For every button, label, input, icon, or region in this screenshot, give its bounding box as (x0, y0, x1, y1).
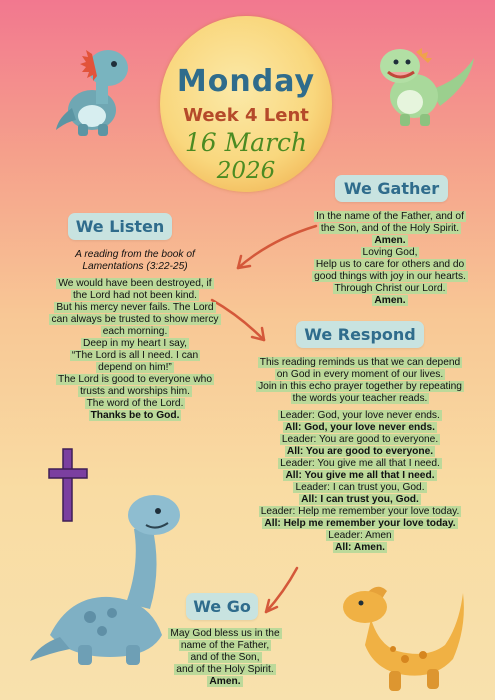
gather-line: the Son, and of the Holy Spirit. (320, 223, 460, 234)
gather-line: Amen. (374, 235, 406, 246)
go-heading: We Go (186, 593, 258, 620)
listen-line: the Lord had not been kind. (72, 290, 198, 301)
date-line-2: 2026 (216, 158, 276, 184)
go-text (150, 628, 300, 688)
respond-line: All: You give me all that I need. (285, 470, 435, 481)
respond-line: Leader: Help me remember your love today. (260, 506, 460, 517)
listen-line: The Lord is good to everyone who (57, 374, 213, 385)
listen-text (30, 249, 240, 422)
gather-text (290, 211, 490, 307)
respond-intro: on God in every moment of our lives. (276, 369, 444, 380)
listen-line: Deep in my heart I say, (83, 338, 187, 349)
listen-line: each morning. (102, 326, 168, 337)
listen-line: “The Lord is all I need. I can (71, 350, 199, 361)
reading-intro: Lamentations (3:22-25) (82, 261, 188, 272)
gather-heading: We Gather (335, 175, 448, 202)
respond-heading: We Respond (296, 321, 424, 348)
listen-heading: We Listen (68, 213, 172, 240)
respond-line: All: Help me remember your love today. (264, 518, 456, 529)
listen-line: But his mercy never fails. The Lord (56, 302, 214, 313)
listen-line: trusts and worships him. (80, 386, 190, 397)
gather-line: In the name of the Father, and of (316, 211, 464, 222)
go-line: May God bless us in the (170, 628, 280, 639)
reading-intro: A reading from the book of (75, 249, 195, 260)
respond-line: Leader: God, your love never ends. (280, 410, 440, 421)
respond-text (240, 357, 480, 554)
date-line-1: 16 March (184, 128, 308, 157)
listen-line: Thanks be to God. (90, 410, 180, 421)
respond-line: All: I can trust you, God. (301, 494, 419, 505)
respond-intro: This reading reminds us that we can depend (259, 357, 461, 368)
go-line: Amen. (209, 676, 241, 687)
day-title: Monday (176, 64, 316, 99)
gather-line: Amen. (374, 295, 406, 306)
go-line: and of the Son, (190, 652, 260, 663)
go-line: and of the Holy Spirit. (176, 664, 274, 675)
listen-line: can always be trusted to show mercy (51, 314, 219, 325)
gather-line: Through Christ our Lord. (334, 283, 446, 294)
respond-intro: the words your teacher reads. (292, 393, 428, 404)
gather-line: good things with joy in our hearts. (314, 271, 466, 282)
respond-intro: Join in this echo prayer together by repeating (258, 381, 462, 392)
respond-line: Leader: I can trust you, God. (295, 482, 425, 493)
respond-line: Leader: You are good to everyone. (281, 434, 439, 445)
listen-line: depend on him!” (98, 362, 172, 373)
respond-line: All: You are good to everyone. (286, 446, 434, 457)
listen-line: We would have been destroyed, if (58, 278, 212, 289)
respond-line: All: Amen. (335, 542, 385, 553)
respond-line: All: God, your love never ends. (284, 422, 436, 433)
week-subtitle: Week 4 Lent (183, 105, 309, 126)
gather-line: Loving God, (362, 247, 418, 258)
respond-line: Leader: You give me all that I need. (280, 458, 440, 469)
respond-line: Leader: Amen (328, 530, 392, 541)
go-line: name of the Father, (180, 640, 270, 651)
listen-line: The word of the Lord. (86, 398, 184, 409)
gather-line: Help us to care for others and do (315, 259, 465, 270)
